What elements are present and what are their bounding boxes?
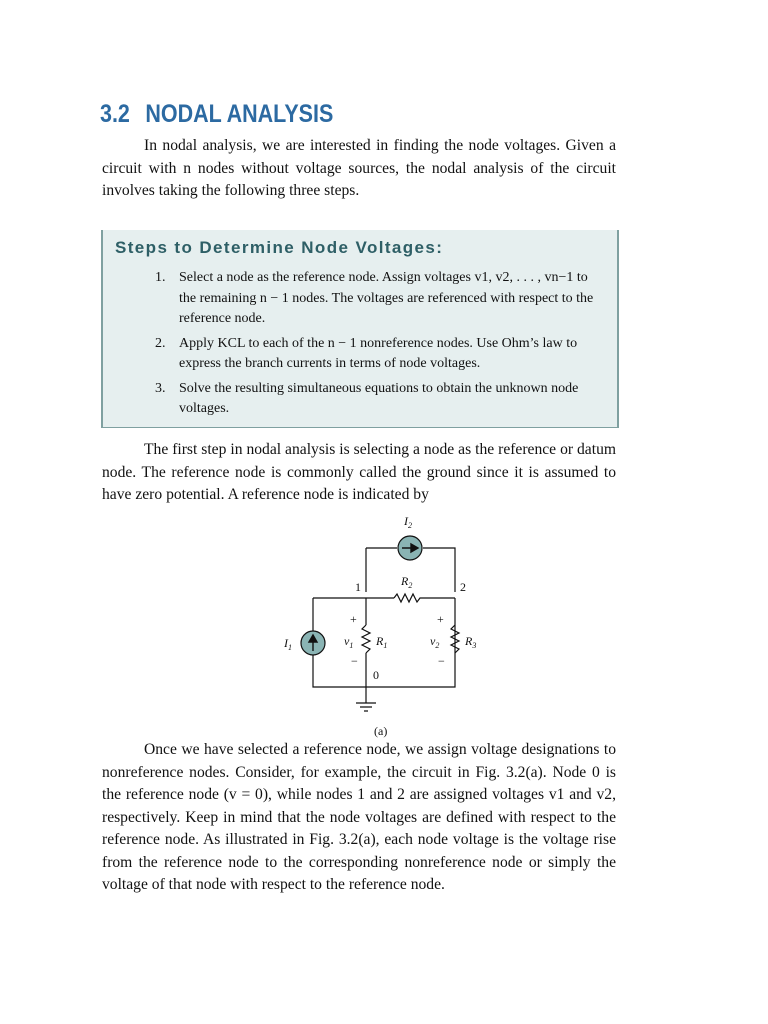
node-voltage-paragraph <box>102 739 616 897</box>
step-item <box>155 379 607 420</box>
reference-paragraph <box>102 439 616 507</box>
label-i2: $I_2$ <box>404 514 412 530</box>
step-number: 2. <box>155 335 166 351</box>
section-title: NODAL ANALYSIS <box>145 100 334 128</box>
reference-text: The first step in nodal analysis is selecting a node as the reference or datum node. The reference node is commonly called the ground since it is assumed to have zero potential. A reference node is indicated by <box>102 441 616 503</box>
step-item <box>155 334 607 375</box>
step-number: 1. <box>155 270 166 285</box>
steps-title: Steps to Determine Node Voltages: <box>115 238 444 257</box>
label-i1: $I_1$ <box>284 636 292 652</box>
label-node1: 1 <box>355 580 361 594</box>
plus-v1: + <box>350 612 357 626</box>
plus-v2: + <box>437 612 444 626</box>
circuit-figure <box>270 505 500 743</box>
steps-box <box>101 230 619 428</box>
intro-paragraph <box>102 135 616 203</box>
steps-list <box>155 268 607 424</box>
step-text: Apply KCL to each of the n − 1 nonreference nodes. Use Ohm’s law to express the branch currents in terms of node voltages. <box>179 335 578 371</box>
ground-symbol <box>356 703 376 711</box>
step-text: Select a node as the reference node. Assign voltages v1, v2, . . . , vn−1 to the remaining n − 1 nodes. The voltages are referenced with respect to the reference node. <box>179 270 594 326</box>
step-text: Solve the resulting simultaneous equations to obtain the unknown node voltages. <box>179 380 579 416</box>
node-voltage-text: Once we have selected a reference node, we assign voltage designations to nonreference nodes. Consider, for example, the circuit in Fig. 3.2(a). Node 0 is the reference node (v = 0), while nodes 1 and 2 are assigned voltages v1 and v2, respectively. Keep in mind that the node voltages are defined with respect to the reference node. As illustrated in Fig. 3.2(a), each node voltage is the voltage rise from the reference node to the corresponding nonreference node or simply the voltage of that node with respect to the reference node. <box>102 741 616 893</box>
label-r3: $R_3$ <box>465 634 477 650</box>
label-v2: $v_2$ <box>430 634 440 650</box>
resistor-r1 <box>362 625 370 653</box>
label-node2: 2 <box>460 580 466 594</box>
resistor-r2 <box>394 594 423 602</box>
section-heading <box>100 100 333 129</box>
section-number: 3.2 <box>100 100 130 128</box>
intro-text: In nodal analysis, we are interested in finding the node voltages. Given a circuit with n nodes without voltage sources, the nodal analysis of the circuit involves taking the following three steps. <box>102 137 616 199</box>
label-r1: $R_1$ <box>376 634 388 650</box>
minus-v2: − <box>438 654 445 668</box>
label-r2: $R_2$ <box>401 574 413 590</box>
circuit-diagram <box>270 505 500 743</box>
step-item <box>155 268 607 330</box>
label-node0: 0 <box>373 668 379 682</box>
wire <box>423 548 455 592</box>
label-v1: $v_1$ <box>344 634 354 650</box>
figure-caption: (a) <box>374 724 388 738</box>
step-number: 3. <box>155 380 166 396</box>
minus-v1: − <box>351 654 358 668</box>
